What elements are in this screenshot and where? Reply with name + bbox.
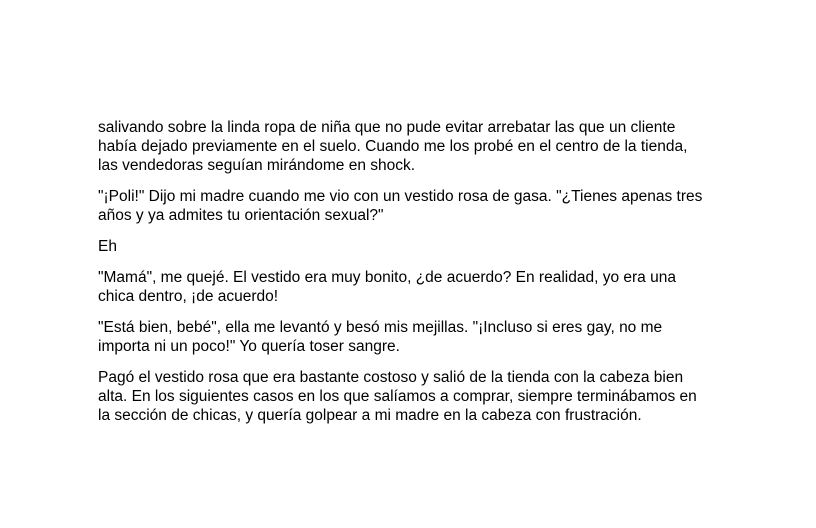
paragraph-2 — [98, 187, 758, 225]
text-line: Eh — [98, 238, 117, 255]
paragraph-3 — [98, 237, 758, 256]
paragraph-4 — [98, 268, 758, 306]
text-line: "Está bien, bebé", ella me levantó y besó mis mejillas. "¡Incluso si eres gay, no me — [98, 319, 663, 336]
text-line: chica dentro, ¡de acuerdo! — [98, 288, 279, 305]
paragraph-6 — [98, 368, 758, 425]
text-line: importa ni un poco!" Yo quería toser sangre. — [98, 338, 400, 355]
text-line: años y ya admites tu orientación sexual?" — [98, 207, 384, 224]
text-line: "Mamá", me quejé. El vestido era muy bonito, ¿de acuerdo? En realidad, yo era una — [98, 269, 676, 286]
text-line: "¡Poli!" Dijo mi madre cuando me vio con un vestido rosa de gasa. "¿Tienes apenas tres — [98, 188, 703, 205]
text-line: Pagó el vestido rosa que era bastante costoso y salió de la tienda con la cabeza bien — [98, 369, 684, 386]
text-line: las vendedoras seguían mirándome en shock. — [98, 157, 416, 174]
paragraph-1 — [98, 118, 758, 175]
text-line: había dejado previamente en el suelo. Cuando me los probé en el centro de la tienda, — [98, 138, 688, 155]
document-page — [98, 118, 758, 437]
text-line: salivando sobre la linda ropa de niña que no pude evitar arrebatar las que un cliente — [98, 119, 676, 136]
paragraph-5 — [98, 318, 758, 356]
text-line: la sección de chicas, y quería golpear a mi madre en la cabeza con frustración. — [98, 407, 642, 424]
text-line: alta. En los siguientes casos en los que salíamos a comprar, siempre terminábamos en — [98, 388, 697, 405]
